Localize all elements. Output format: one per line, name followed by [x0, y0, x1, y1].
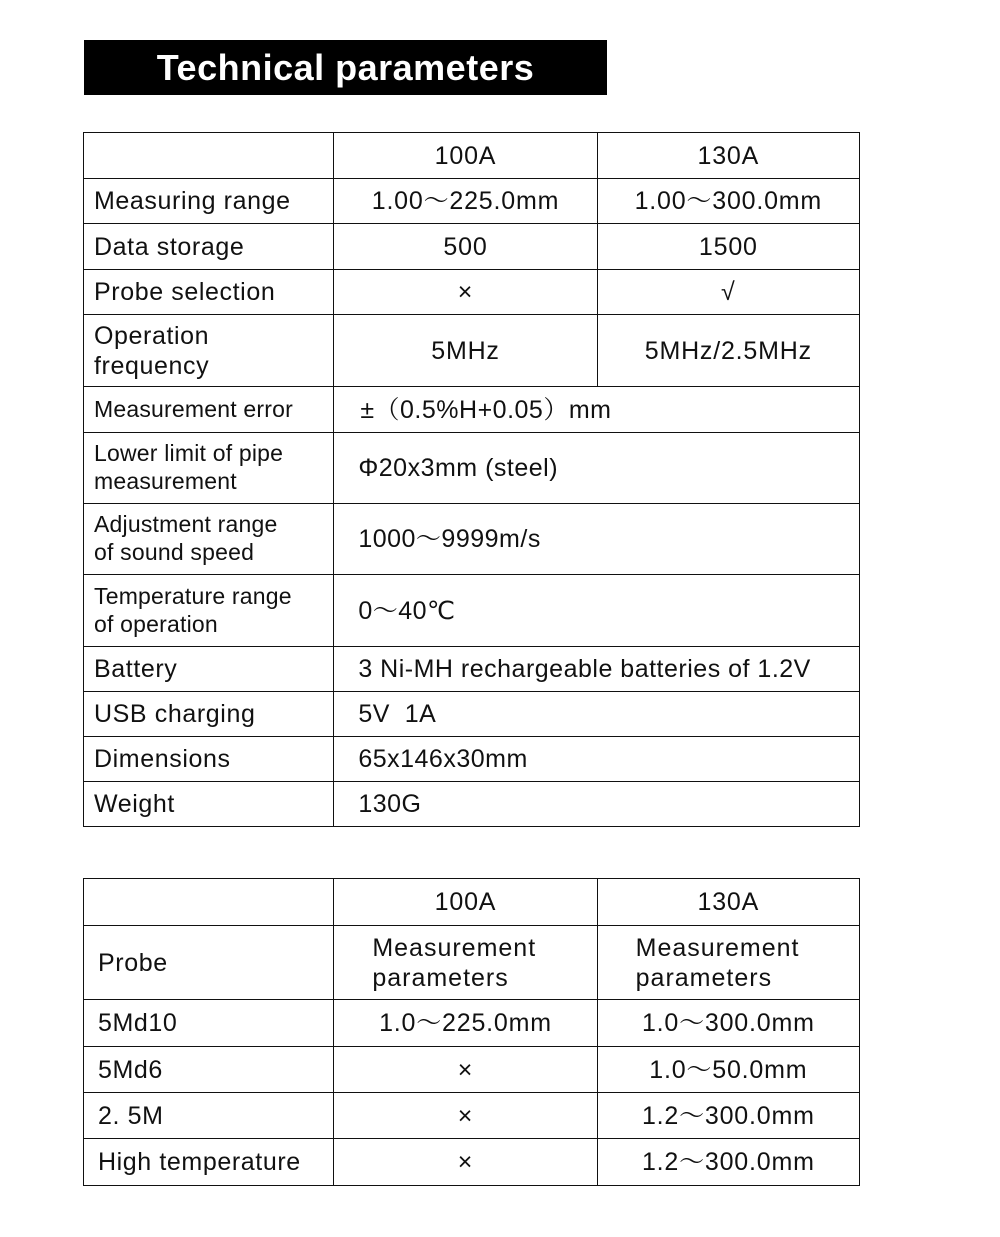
- cross-mark-icon: ×: [334, 1093, 597, 1139]
- label-line: Measurement: [635, 933, 800, 962]
- row-label-battery: Battery: [84, 647, 334, 692]
- title-banner: [84, 40, 607, 95]
- check-mark-icon: √: [597, 270, 859, 315]
- row-label-operation-frequency: [84, 315, 334, 387]
- table-row: [84, 575, 860, 647]
- cross-mark-icon: ×: [334, 270, 597, 315]
- probe-column-label: Probe: [84, 926, 334, 1000]
- label-line: Adjustment range: [94, 511, 278, 538]
- row-label-probe-selection: Probe selection: [84, 270, 334, 315]
- label-line: Measurement: [372, 933, 537, 962]
- row-label-temperature-range: [84, 575, 334, 647]
- header-100a: 100A: [334, 133, 597, 179]
- spec-table: [83, 132, 860, 827]
- table-row: [84, 782, 860, 827]
- table-header-row: [84, 133, 860, 179]
- row-label-measurement-error: Measurement error: [84, 387, 334, 433]
- row-label-weight: Weight: [84, 782, 334, 827]
- table-row: [84, 387, 860, 433]
- table-row: [84, 1093, 860, 1139]
- value-130a: 1.2～300.0mm: [597, 1139, 859, 1186]
- value-130a: 1.0～50.0mm: [597, 1047, 859, 1093]
- value-130a: 1.00～300.0mm: [597, 179, 859, 224]
- value-sound-speed: 1000～9999m/s: [334, 504, 860, 575]
- row-label-dimensions: Dimensions: [84, 737, 334, 782]
- value-battery: 3 Ni-MH rechargeable batteries of 1.2V: [334, 647, 860, 692]
- probe-name: 5Md6: [84, 1047, 334, 1093]
- value-temperature-range: 0～40℃: [334, 575, 860, 647]
- label-line: parameters: [635, 963, 773, 992]
- probe-name: 2. 5M: [84, 1093, 334, 1139]
- header-measurement-parameters-130a: [597, 926, 859, 1000]
- value-100a: 5MHz: [334, 315, 597, 387]
- probe-name: High temperature: [84, 1139, 334, 1186]
- table-row: [84, 504, 860, 575]
- probe-table: [83, 878, 860, 1186]
- table-row: [84, 1000, 860, 1047]
- label-line: measurement: [94, 468, 237, 494]
- cross-mark-icon: ×: [334, 1139, 597, 1186]
- table-row: [84, 224, 860, 270]
- table-row: [84, 1047, 860, 1093]
- row-label-measuring-range: Measuring range: [84, 179, 334, 224]
- probe-name: 5Md10: [84, 1000, 334, 1047]
- value-100a: 1.0～225.0mm: [334, 1000, 597, 1047]
- label-line: of sound speed: [94, 539, 255, 565]
- page-title: Technical parameters: [156, 46, 535, 88]
- header-100a: 100A: [334, 879, 597, 926]
- value-100a: 500: [334, 224, 597, 270]
- row-label-sound-speed: [84, 504, 334, 575]
- table-row: [84, 737, 860, 782]
- row-label-usb-charging: USB charging: [84, 692, 334, 737]
- value-130a: 5MHz/2.5MHz: [597, 315, 859, 387]
- table-row: [84, 647, 860, 692]
- label-line: Operation: [94, 321, 210, 350]
- header-measurement-parameters-100a: [334, 926, 597, 1000]
- value-130a: 1500: [597, 224, 859, 270]
- header-130a: 130A: [597, 879, 859, 926]
- cross-mark-icon: ×: [334, 1047, 597, 1093]
- value-130a: 1.0～300.0mm: [597, 1000, 859, 1047]
- value-100a: 1.00～225.0mm: [334, 179, 597, 224]
- table-row: [84, 433, 860, 504]
- table-row: [84, 315, 860, 387]
- value-dimensions: 65x146x30mm: [334, 737, 860, 782]
- table-row: [84, 692, 860, 737]
- value-usb-charging: 5V 1A: [334, 692, 860, 737]
- label-line: Lower limit of pipe: [94, 440, 284, 467]
- row-label-data-storage: Data storage: [84, 224, 334, 270]
- value-130a: 1.2～300.0mm: [597, 1093, 859, 1139]
- label-line: frequency: [94, 351, 210, 380]
- table-row: [84, 270, 860, 315]
- header-blank-cell: [84, 879, 334, 926]
- value-lower-limit: Φ20x3mm (steel): [334, 433, 860, 504]
- value-measurement-error: ±（0.5%H+0.05）mm: [334, 387, 860, 433]
- table-header-row: [84, 879, 860, 926]
- label-line: of operation: [94, 610, 218, 637]
- header-blank-cell: [84, 133, 334, 179]
- table-subheader-row: [84, 926, 860, 1000]
- label-line: Temperature range: [94, 582, 292, 609]
- label-line: parameters: [372, 963, 509, 992]
- value-weight: 130G: [334, 782, 860, 827]
- row-label-lower-limit: [84, 433, 334, 504]
- table-row: [84, 1139, 860, 1186]
- header-130a: 130A: [597, 133, 859, 179]
- table-row: [84, 179, 860, 224]
